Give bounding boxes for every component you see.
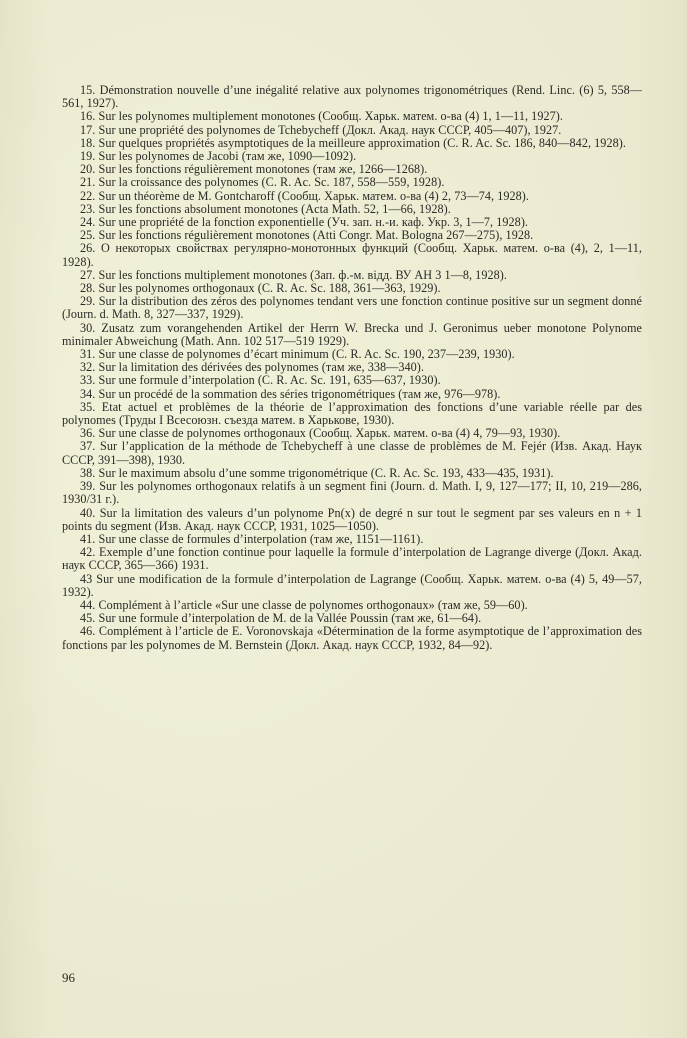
bibliography-entry: 40. Sur la limitation des valeurs d’un polynome Pn(x) de degré n sur tout le segment par ses valeurs en n + 1 points du segment (Изв. Акад. наук СССР, 1931, 1025—1050). (62, 505, 642, 533)
bibliography-entry: 28. Sur les polynomes orthogonaux (C. R. Ac. Sc. 188, 361—363, 1929). (80, 281, 441, 296)
bibliography-list (62, 84, 642, 652)
bibliography-entry: 38. Sur le maximum absolu d’une somme trigonométrique (C. R. Ac. Sc. 193, 433—435, 1931). (80, 465, 554, 480)
bibliography-entry: 42. Exemple d’une fonction continue pour laquelle la formule d’interpolation de Lagrange diverge (Докл. Акад. наук СССР, 365—366) 1931. (62, 545, 642, 573)
bibliography-entry: 23. Sur les fonctions absolument monotones (Acta Math. 52, 1—66, 1928). (80, 201, 451, 216)
bibliography-entry: 22. Sur un théorème de M. Gontcharoff (Сообщ. Харьк. матем. о-ва (4) 2, 73—74, 1928). (80, 188, 529, 203)
bibliography-entry: 46. Complément à l’article de E. Voronovskaja «Détermination de la forme asymptotique de l’approximation des fonctions par les polynomes de M. Bernstein (Докл. Акад. наук СССР, 1932, 84—92). (62, 624, 642, 652)
bibliography-entry: 32. Sur la limitation des dérivées des polynomes (там же, 338—340). (80, 360, 424, 375)
bibliography-entry: 29. Sur la distribution des zéros des polynomes tendant vers une fonction continue positive sur un segment donné (Journ. d. Math. 8, 327—337, 1929). (62, 294, 642, 322)
bibliography-entry: 16. Sur les polynomes multiplement monotones (Сообщ. Харьк. матем. о-ва (4) 1, 1—11, 1927). (80, 109, 563, 124)
bibliography-entry: 33. Sur une formule d’interpolation (C. R. Ac. Sc. 191, 635—637, 1930). (80, 373, 441, 388)
bibliography-entry: 43 Sur une modification de la formule d’interpolation de Lagrange (Сообщ. Харьк. матем. о-ва (4) 5, 49—57, 1932). (62, 571, 642, 599)
bibliography-entry: 15. Démonstration nouvelle d’une inégalité relative aux polynomes trigonométriques (Rend. Linc. (6) 5, 558—561, 1927). (62, 83, 642, 111)
bibliography-entry: 26. О некоторых свойствах регулярно-монотонных функций (Сообщ. Харьк. матем. о-ва (4), 2, 1—11, 1928). (62, 241, 642, 269)
bibliography-entry: 21. Sur la croissance des polynomes (C. R. Ac. Sc. 187, 558—559, 1928). (80, 175, 445, 190)
bibliography-entry: 31. Sur une classe de polynomes d’écart minimum (C. R. Ac. Sc. 190, 237—239, 1930). (80, 347, 515, 362)
bibliography-entry: 19. Sur les polynomes de Jacobi (там же, 1090—1092). (80, 149, 357, 164)
bibliography-entry: 35. Etat actuel et problèmes de la théorie de l’approximation des fonctions d’une variable réelle par des polynomes (Труды I Всесоюзн. съезда матем. в Харькове, 1930). (62, 399, 642, 428)
bibliography-entry: 45. Sur une formule d’interpolation de M. de la Vallée Poussin (там же, 61—64). (80, 611, 482, 626)
page-number: 96 (62, 970, 75, 985)
bibliography-entry: 36. Sur une classe de polynomes orthogonaux (Сообщ. Харьк. матем. о-ва (4) 4, 79—93, 1930). (80, 426, 561, 441)
bibliography-entry: 39. Sur les polynomes orthogonaux relatifs à un segment fini (Journ. d. Math. I, 9, 127—177; II, 10, 219—286, 1930/31 г.). (62, 479, 642, 507)
bibliography-entry: 30. Zusatz zum vorangehenden Artikel der Herrn W. Brecka und J. Geronimus ueber monotone Polynome minimaler Abweichung (Math. Ann. 102 517—519 1929). (62, 320, 642, 348)
bibliography-entry: 37. Sur l’application de la méthode de Tchebycheff à une classe de problèmes de M. Fejér (Изв. Акад. Наук СССР, 391—398), 1930. (62, 439, 642, 467)
bibliography-entry: 34. Sur un procédé de la sommation des séries trigonométriques (там же, 976—978). (80, 386, 501, 401)
bibliography-entry: 41. Sur une classe de formules d’interpolation (там же, 1151—1161). (80, 531, 424, 546)
bibliography-entry: 25. Sur les fonctions régulièrement monotones (Atti Congr. Mat. Bologna 267—275), 1928. (80, 228, 534, 243)
bibliography-entry: 27. Sur les fonctions multiplement monotones (Зап. ф.-м. відд. ВУ АН 3 1—8, 1928). (80, 267, 507, 282)
bibliography-entry: 20. Sur les fonctions régulièrement monotones (там же, 1266—1268). (80, 162, 428, 177)
bibliography-entry: 24. Sur une propriété de la fonction exponentielle (Уч. зап. н.-и. каф. Укр. 3, 1—7, 1928). (80, 215, 529, 230)
bibliography-entry: 18. Sur quelques propriétés asymptotiques de la meilleure approximation (C. R. Ac. Sc. 186, 840—842, 1928). (80, 135, 626, 150)
bibliography-entry: 17. Sur une propriété des polynomes de Tchebycheff (Докл. Акад. наук СССР, 405—407), 1927. (80, 122, 562, 137)
bibliography-entry: 44. Complément à l’article «Sur une classe de polynomes orthogonaux» (там же, 59—60). (80, 597, 528, 612)
